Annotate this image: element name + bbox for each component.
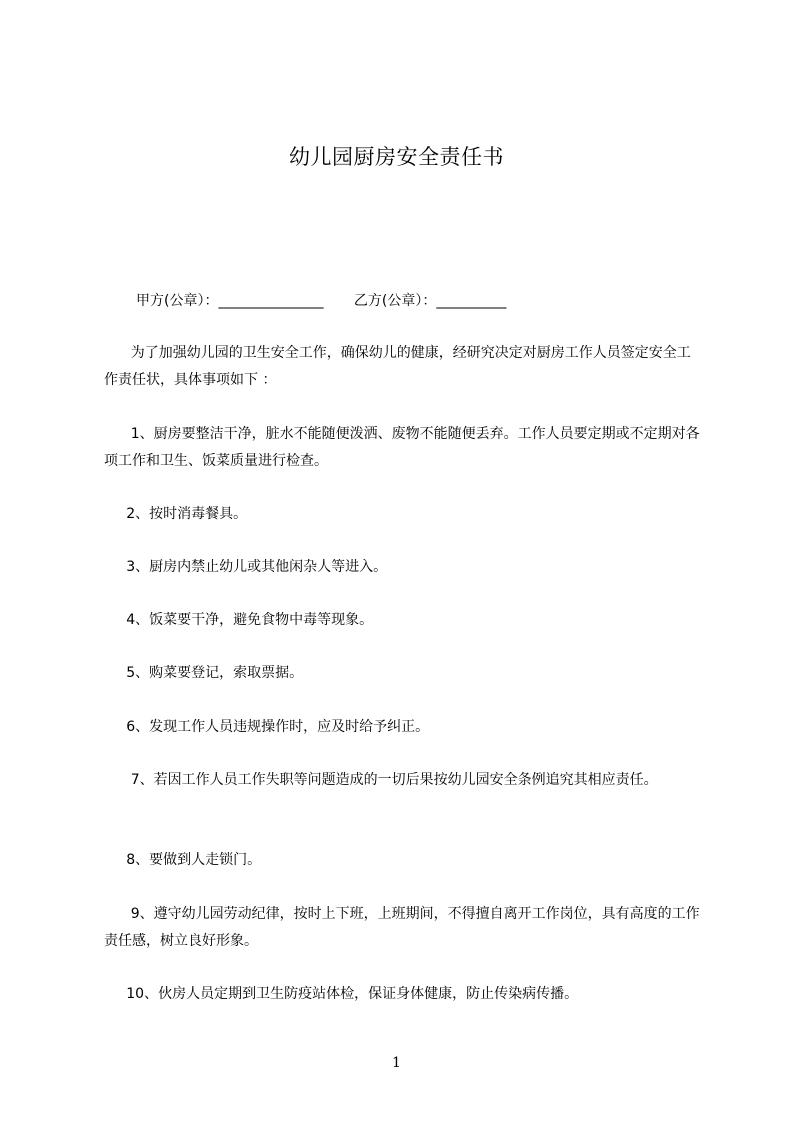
- list-item: 10、伙房人员定期到卫生防疫站体检，保证身体健康，防止传染病传播。: [104, 986, 579, 1002]
- list-item: 2、按时消毒餐具。: [104, 506, 248, 522]
- party-b-label: 乙方(公章）：__________: [353, 293, 507, 309]
- list-item: 1、厨房要整洁干净，脏水不能随便泼洒、废物不能随便丢弃。工作人员要定期或不定期对各项工作和卫生、饭菜质量进行检查。: [104, 426, 700, 469]
- list-item: 3、厨房内禁止幼儿或其他闲杂人等进入。: [104, 559, 388, 575]
- parties-line: [136, 290, 506, 310]
- document-title: 幼儿园厨房安全责任书: [289, 145, 504, 169]
- list-item: 9、遵守幼儿园劳动纪律，按时上下班，上班期间，不得擅自离开工作岗位，具有高度的工作责任感，树立良好形象。: [104, 906, 700, 949]
- list-item: 5、购菜要登记，索取票据。: [104, 665, 304, 681]
- list-item: 8、要做到人走锁门。: [104, 852, 262, 868]
- intro-paragraph: 为了加强幼儿园的卫生安全工作，确保幼儿的健康，经研究决定对厨房工作人员签定安全工作责任状，具体事项如下 ：: [104, 345, 691, 388]
- list-item: 6、发现工作人员违规操作时，应及时给予纠正。: [104, 719, 430, 735]
- party-a-label: 甲方(公章）：_______________: [136, 293, 324, 309]
- list-item: 7、若因工作人员工作失职等问题造成的一切后果按幼儿园安全条例追究其相应责任。: [104, 772, 658, 788]
- page-number: 1: [392, 1055, 401, 1071]
- list-item: 4、饭菜要干净，避免食物中毒等现象。: [104, 612, 374, 628]
